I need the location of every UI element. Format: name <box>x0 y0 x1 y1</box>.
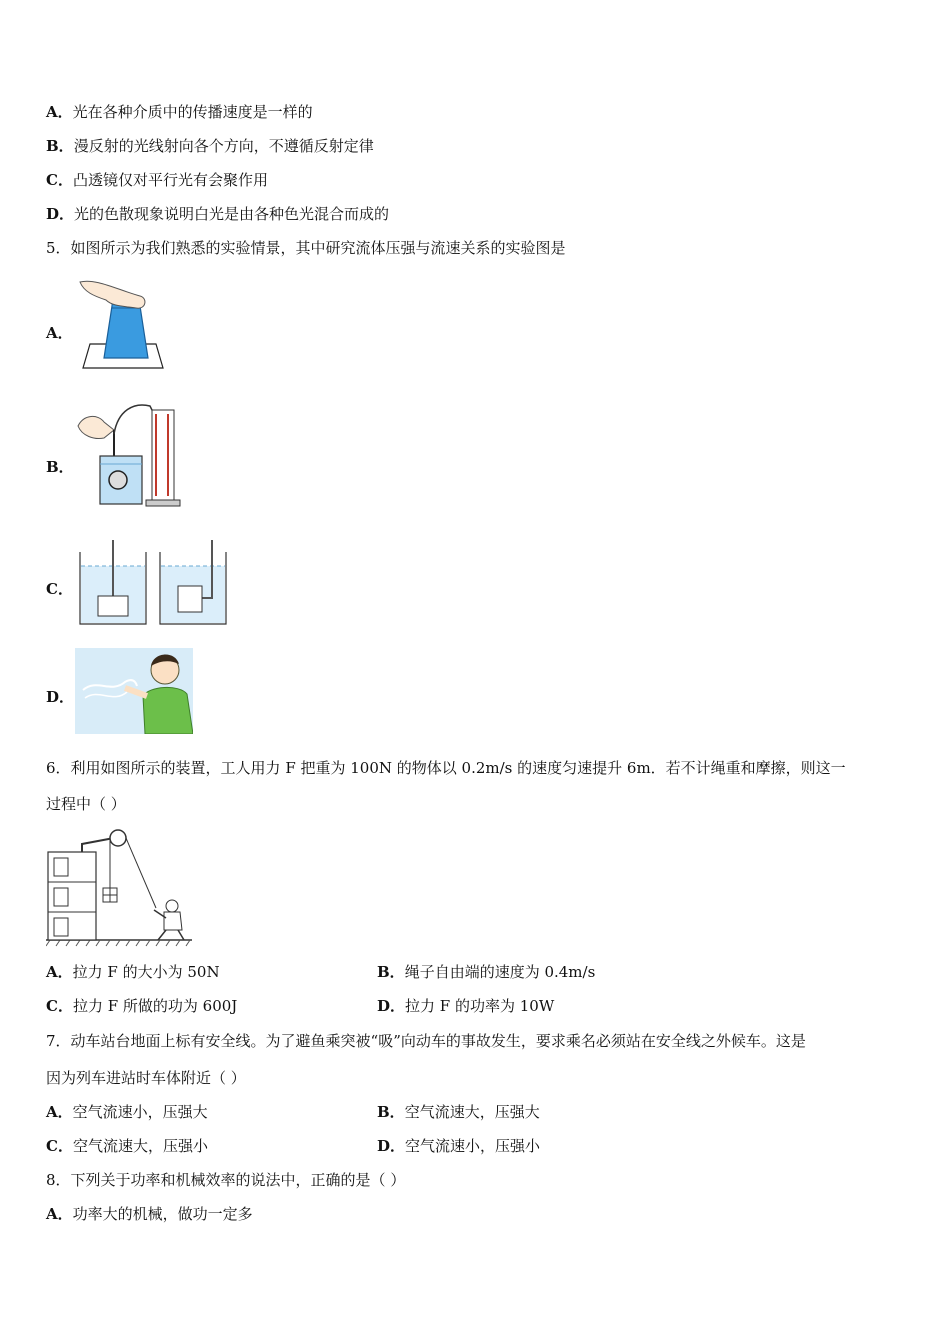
q6-option-b-text: 绳子自由端的速度为 0.4m/s <box>404 963 596 981</box>
q4-option-c-text: 凸透镜仅对平行光有会聚作用 <box>72 171 268 189</box>
q6-stem-line2: 过程中（ ） <box>46 795 126 813</box>
q7-option-c-label: C． <box>46 1137 73 1155</box>
q5-stem: 5．如图所示为我们熟悉的实验情景，其中研究流体压强与流速关系的实验图是 <box>46 239 566 257</box>
q5-figure-b <box>74 400 186 510</box>
q5-figure-d <box>75 648 193 734</box>
q6-stem-line1: 6．利用如图所示的装置，工人用力 F 把重为 100N 的物体以 0.2m/s 的速度匀速提升 6m．若不计绳重和摩擦，则这一 <box>46 759 846 777</box>
q7-option-a <box>46 1102 208 1122</box>
q6-option-b <box>377 962 595 982</box>
q7-option-a-label: A． <box>46 1103 73 1121</box>
q7-option-d-text: 空气流速小，压强小 <box>405 1137 541 1155</box>
q6-option-d-text: 拉力 F 的功率为 10W <box>405 997 555 1015</box>
q4-option-a-text: 光在各种介质中的传播速度是一样的 <box>72 103 313 121</box>
q8-option-a-text: 功率大的机械，做功一定多 <box>72 1205 253 1223</box>
q6-option-a-label: A． <box>46 963 73 981</box>
q4-option-d-text: 光的色散现象说明白光是由各种色光混合而成的 <box>74 205 390 223</box>
q7-option-b <box>377 1102 540 1122</box>
q8-option-a-label: A． <box>46 1205 73 1223</box>
q4-option-a-label: A． <box>46 103 73 121</box>
q5-option-a-label: A． <box>46 324 73 342</box>
q7-option-c-text: 空气流速大，压强小 <box>72 1137 208 1155</box>
q7-option-d-label: D． <box>377 1137 406 1155</box>
q5-option-d-label: D． <box>46 688 75 706</box>
q6-option-c <box>46 996 237 1016</box>
q4-option-a <box>46 102 313 122</box>
q5-option-c-label: C． <box>46 580 73 598</box>
q6-option-d <box>377 996 554 1016</box>
q4-option-b-text: 漫反射的光线射向各个方向，不遵循反射定律 <box>73 137 374 155</box>
q6-option-c-text: 拉力 F 所做的功为 600J <box>72 997 238 1015</box>
q4-option-d-label: D． <box>46 205 75 223</box>
q8-option-a <box>46 1204 253 1224</box>
q7-option-a-text: 空气流速小，压强大 <box>72 1103 208 1121</box>
q7-option-b-label: B． <box>377 1103 405 1121</box>
q7-stem-line2: 因为列车进站时车体附近（ ） <box>46 1069 246 1087</box>
q7-stem-line1: 7．动车站台地面上标有安全线。为了避鱼乘突被“吸”向动车的事故发生，要求乘名必须站在安全线之外候车。这是 <box>46 1032 806 1050</box>
q6-option-c-label: C． <box>46 997 73 1015</box>
q8-stem: 8．下列关于功率和机械效率的说法中，正确的是（ ） <box>46 1171 406 1189</box>
q7-option-d <box>377 1136 540 1156</box>
q5-figure-c <box>78 538 238 630</box>
q6-option-a-text: 拉力 F 的大小为 50N <box>72 963 220 981</box>
q4-option-b <box>46 136 374 156</box>
q6-option-a <box>46 962 220 982</box>
q4-option-c-label: C． <box>46 171 73 189</box>
q6-option-b-label: B． <box>377 963 405 981</box>
q4-option-b-label: B． <box>46 137 74 155</box>
q7-option-c <box>46 1136 208 1156</box>
q4-option-c <box>46 170 268 190</box>
q4-option-d <box>46 204 389 224</box>
q5-figure-a <box>78 276 168 372</box>
q7-option-b-text: 空气流速大，压强大 <box>404 1103 540 1121</box>
q6-option-d-label: D． <box>377 997 406 1015</box>
q5-option-b-label: B． <box>46 458 74 476</box>
q6-pulley-figure <box>46 826 194 948</box>
